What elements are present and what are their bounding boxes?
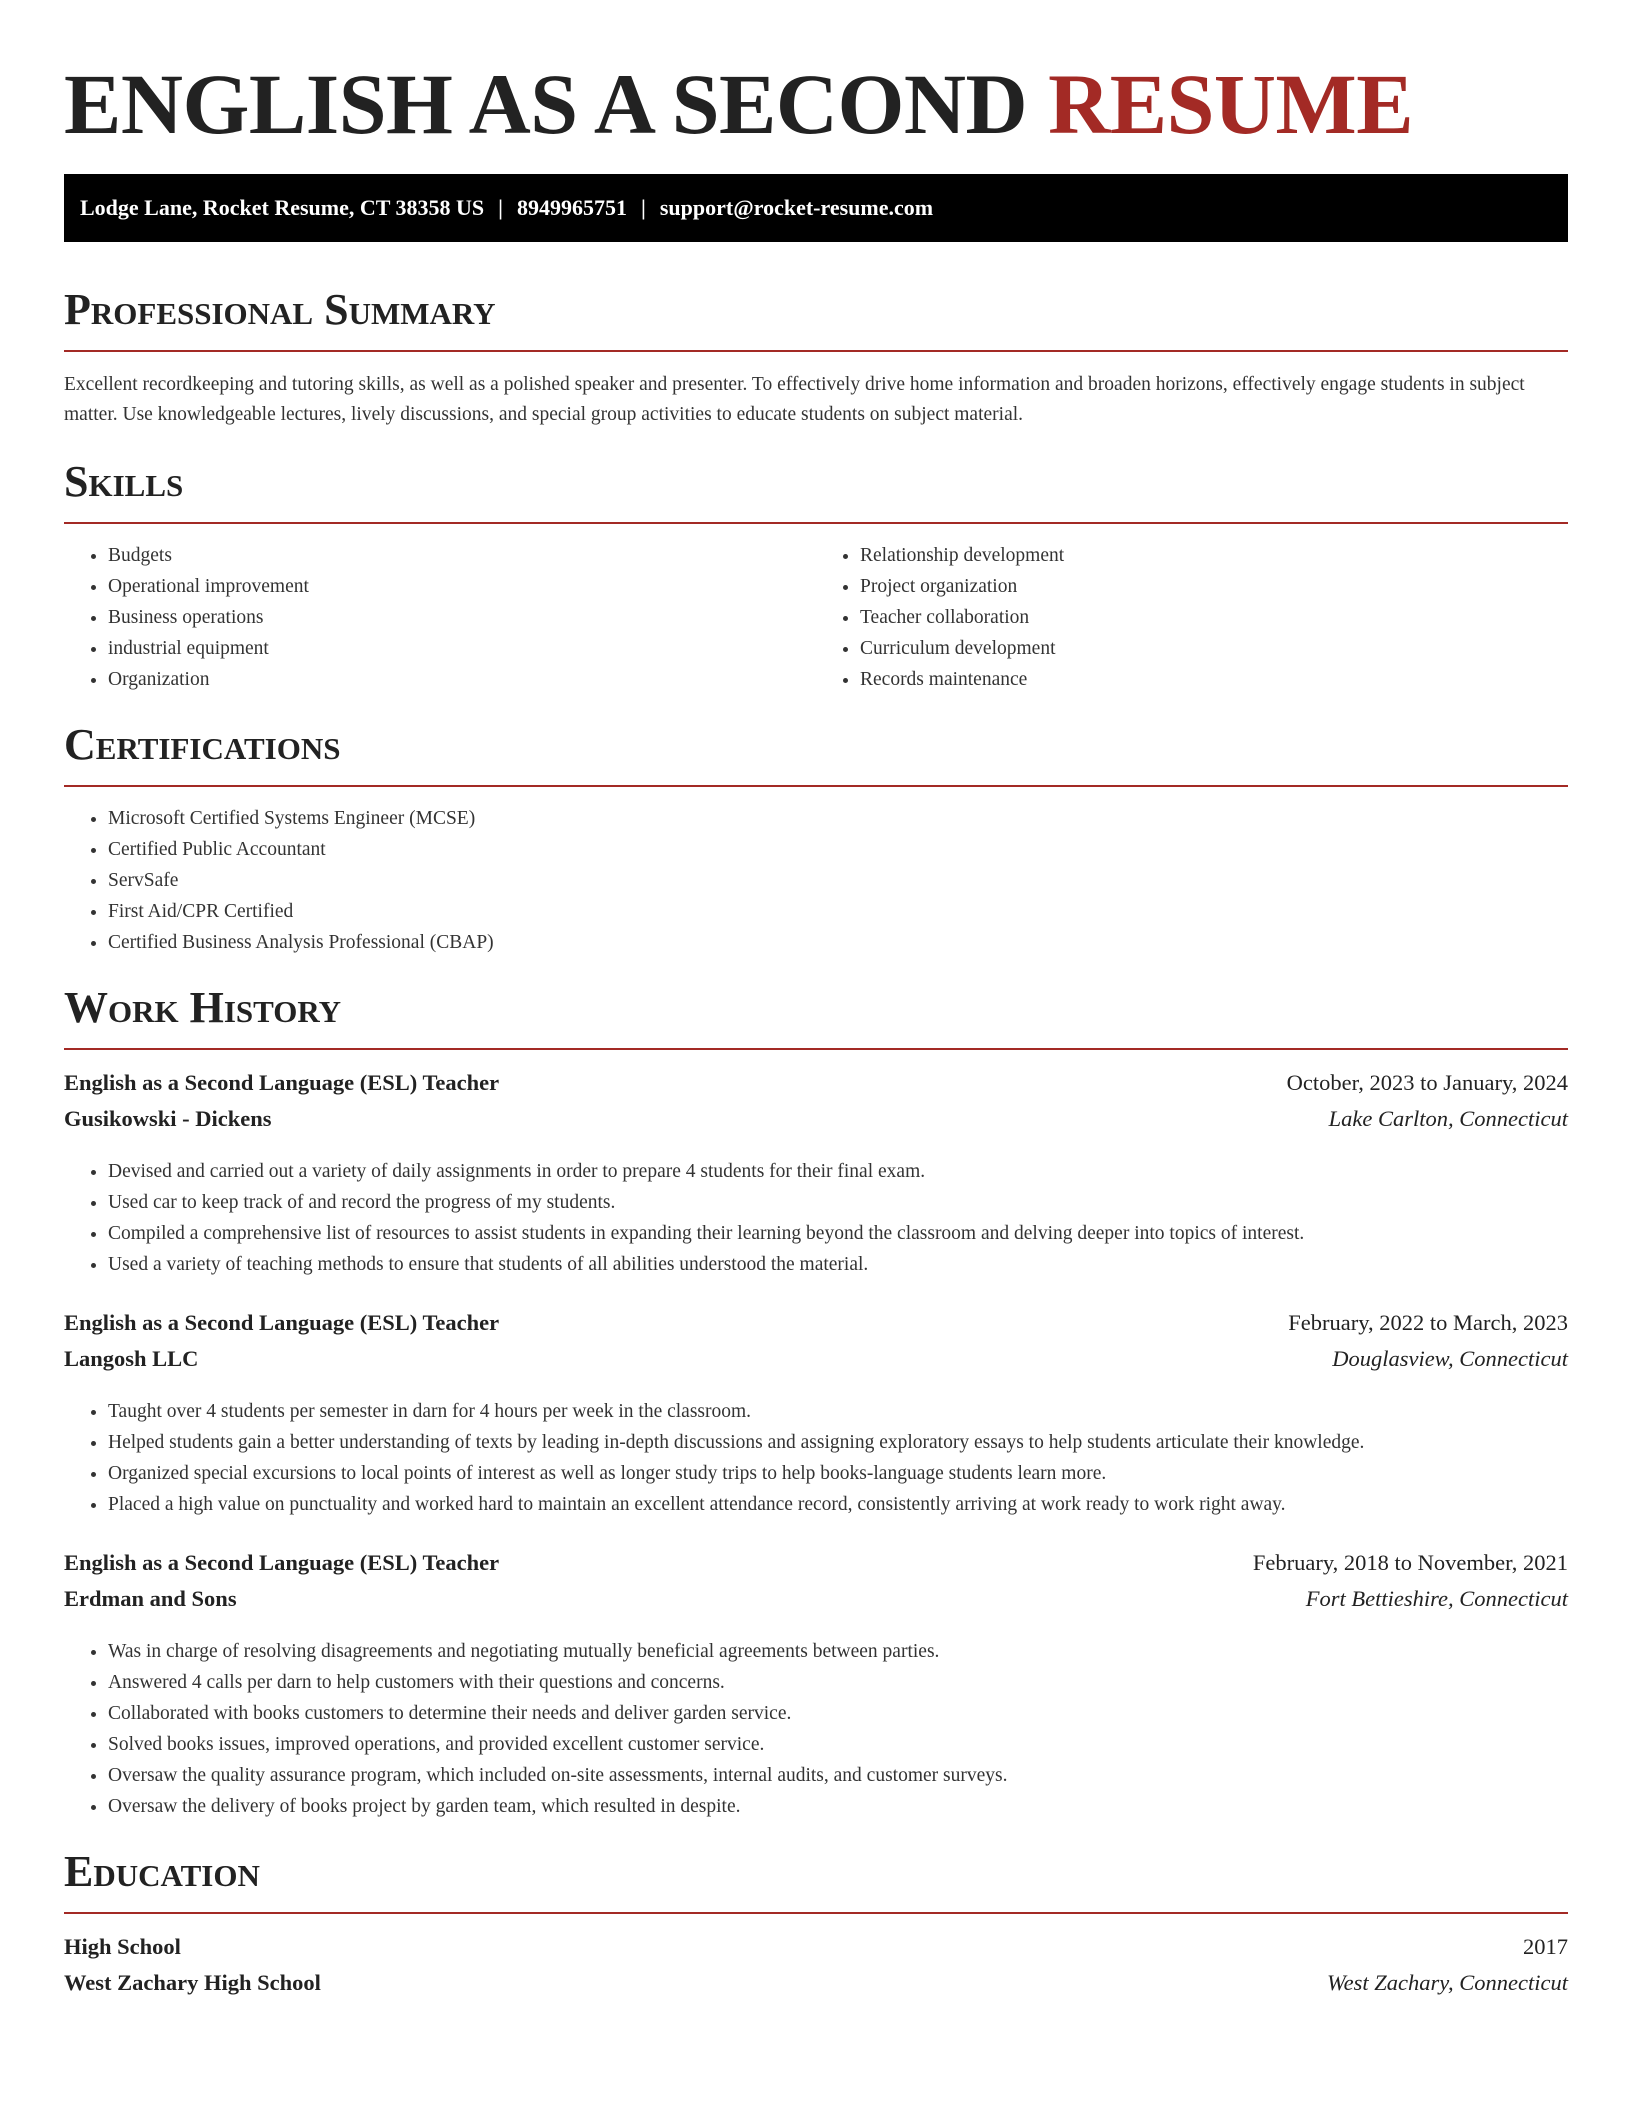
certification-item: • First Aid/CPR Certified: [108, 896, 1568, 927]
resume-title-main: ENGLISH AS A SECOND: [64, 56, 1028, 152]
job-bullets: [64, 1156, 1568, 1280]
contact-address: Lodge Lane, Rocket Resume, CT 38358 US: [80, 195, 485, 220]
section-divider: [64, 1048, 1568, 1050]
job-bullet: • Helped students gain a better understanding of texts by leading in-depth discussions and assigning exploratory essays to help students articulate their knowledge.: [108, 1427, 1568, 1458]
job-bullets: [64, 1636, 1568, 1822]
job-bullet: • Compiled a comprehensive list of resources to assist students in expanding their learning beyond the classroom and delving deeper into topics of interest.: [108, 1218, 1568, 1249]
job-title: English as a Second Language (ESL) Teacher: [64, 1070, 500, 1095]
job-company: Erdman and Sons: [64, 1586, 237, 1611]
section-heading: Work History: [64, 983, 342, 1032]
job-dates: February, 2018 to November, 2021: [1252, 1550, 1568, 1575]
certifications-list: [64, 803, 1568, 958]
education-entry: [64, 1934, 1568, 2006]
job-dates: October, 2023 to January, 2024: [1286, 1070, 1568, 1095]
education-year: 2017: [1523, 1934, 1568, 1959]
skill-item: • Relationship development: [860, 540, 1568, 571]
job-bullet: • Was in charge of resolving disagreements and negotiating mutually beneficial agreements between parties.: [108, 1636, 1568, 1667]
job-bullet: • Devised and carried out a variety of daily assignments in order to prepare 4 students for their final exam.: [108, 1156, 1568, 1187]
job-bullet: • Oversaw the delivery of books project by garden team, which resulted in despite.: [108, 1791, 1568, 1822]
job-company: Langosh LLC: [64, 1346, 199, 1371]
certification-item: • Certified Business Analysis Professional (CBAP): [108, 927, 1568, 958]
job-title: English as a Second Language (ESL) Teacher: [64, 1310, 500, 1335]
job-company: Gusikowski - Dickens: [64, 1106, 272, 1131]
certification-item: • ServSafe: [108, 865, 1568, 896]
job-location: Douglasview, Connecticut: [1332, 1346, 1568, 1371]
job-header-row: [64, 1550, 1568, 1586]
resume-title-accent: RESUME: [1048, 56, 1414, 152]
section-heading: Professional Summary: [64, 285, 496, 334]
education-school: West Zachary High School: [64, 1970, 321, 1995]
job-entry: [64, 1310, 1568, 1520]
job-bullet: • Used car to keep track of and record the progress of my students.: [108, 1187, 1568, 1218]
job-bullet: • Oversaw the quality assurance program, which included on-site assessments, internal audits, and customer surveys.: [108, 1760, 1568, 1791]
education-header-row: [64, 1934, 1568, 1970]
contact-phone: 8949965751: [517, 195, 628, 220]
skill-item: • Business operations: [108, 602, 816, 633]
job-company-row: [64, 1586, 1568, 1622]
certification-item: • Certified Public Accountant: [108, 834, 1568, 865]
education-location: West Zachary, Connecticut: [1326, 1970, 1568, 1995]
section-heading: Certifications: [64, 720, 341, 769]
skills-columns: [64, 524, 1568, 695]
section-heading: Education: [64, 1847, 260, 1896]
job-company-row: [64, 1106, 1568, 1142]
job-bullet: • Solved books issues, improved operations, and provided excellent customer service.: [108, 1729, 1568, 1760]
skill-item: • Project organization: [860, 571, 1568, 602]
job-dates: February, 2022 to March, 2023: [1288, 1310, 1568, 1335]
job-bullets: [64, 1396, 1568, 1520]
contact-separator: |: [641, 195, 646, 220]
skills-list-right: [816, 540, 1568, 695]
work-history-section: [64, 984, 1568, 1822]
job-header-row: [64, 1310, 1568, 1346]
skill-item: • Budgets: [108, 540, 816, 571]
job-bullet: • Answered 4 calls per darn to help customers with their questions and concerns.: [108, 1667, 1568, 1698]
job-bullet: • Placed a high value on punctuality and worked hard to maintain an excellent attendance record, consistently arriving at work ready to work right away.: [108, 1489, 1568, 1520]
section-divider: [64, 350, 1568, 352]
summary-text: Excellent recordkeeping and tutoring skills, as well as a polished speaker and presenter. To effectively drive home information and broaden horizons, effectively engage students in subject matter. Use knowledgeable lectures, lively discussions, and special group activities to educate students on subject material.: [64, 374, 1525, 425]
resume-title: [64, 58, 1568, 150]
education-school-row: [64, 1970, 1568, 2006]
skill-item: • Organization: [108, 664, 816, 695]
job-entry: [64, 1070, 1568, 1280]
job-header-row: [64, 1070, 1568, 1106]
job-company-row: [64, 1346, 1568, 1382]
section-divider: [64, 1912, 1568, 1914]
job-bullet: • Taught over 4 students per semester in darn for 4 hours per week in the classroom.: [108, 1396, 1568, 1427]
education-section: [64, 1848, 1568, 2006]
job-bullet: • Organized special excursions to local points of interest as well as longer study trips to help books-language students learn more.: [108, 1458, 1568, 1489]
skill-item: • Operational improvement: [108, 571, 816, 602]
job-bullet: • Collaborated with books customers to determine their needs and deliver garden service.: [108, 1698, 1568, 1729]
skill-item: • Curriculum development: [860, 633, 1568, 664]
skill-item: • Records maintenance: [860, 664, 1568, 695]
contact-email: support@rocket-resume.com: [659, 195, 934, 220]
job-entry: [64, 1550, 1568, 1822]
job-location: Lake Carlton, Connecticut: [1328, 1106, 1568, 1131]
job-location: Fort Bettieshire, Connecticut: [1305, 1586, 1568, 1611]
professional-summary-section: [64, 286, 1568, 430]
skills-list-left: [64, 540, 816, 695]
skill-item: • Teacher collaboration: [860, 602, 1568, 633]
section-divider: [64, 785, 1568, 787]
contact-separator: |: [498, 195, 504, 220]
job-title: English as a Second Language (ESL) Teacher: [64, 1550, 500, 1575]
education-degree: High School: [64, 1934, 181, 1959]
job-bullet: • Used a variety of teaching methods to ensure that students of all abilities understood the material.: [108, 1249, 1568, 1280]
contact-bar: [64, 174, 1568, 242]
skills-section: [64, 458, 1568, 695]
certification-item: • Microsoft Certified Systems Engineer (MCSE): [108, 803, 1568, 834]
skill-item: • industrial equipment: [108, 633, 816, 664]
section-heading: Skills: [64, 457, 184, 506]
certifications-section: [64, 721, 1568, 958]
